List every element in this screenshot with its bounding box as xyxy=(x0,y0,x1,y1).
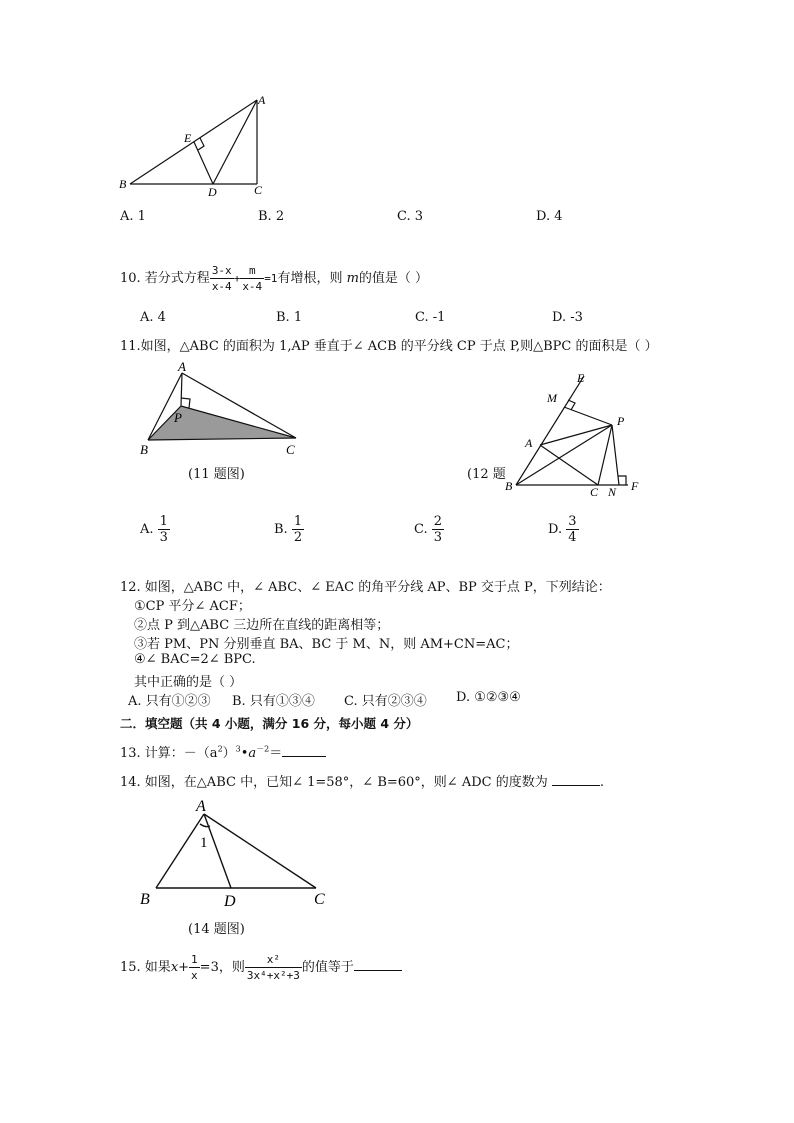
seg-AD xyxy=(204,814,231,888)
q11-c-frac xyxy=(432,514,444,545)
q13-mid: ） xyxy=(222,746,236,761)
section-heading: 二．填空题（共 4 小题，满分 16 分，每小题 4 分） xyxy=(120,716,419,731)
q9-figure xyxy=(112,90,282,200)
q10-eq: =1 xyxy=(264,272,278,285)
shaded-triangle-BPC xyxy=(148,406,296,440)
seg-PC xyxy=(598,425,612,485)
fig14-label-A: A xyxy=(196,798,206,815)
seg-AC xyxy=(204,814,316,888)
q12-statement-2: ②点 P 到△ABC 三边所在直线的距离相等； xyxy=(134,618,390,633)
q10-tail: 的值是（ ） xyxy=(358,271,429,286)
fig14-label-B: B xyxy=(140,891,150,908)
q10-f2-num: m xyxy=(240,263,264,279)
fig11-label-B: B xyxy=(140,442,148,457)
q11-d-frac xyxy=(566,514,578,545)
q9-option-c: C. 3 xyxy=(397,209,424,224)
q9-option-b: B. 2 xyxy=(258,209,285,224)
right-angle-E xyxy=(198,138,204,150)
fig14-label-D: D xyxy=(224,893,236,910)
q15-g-num: x² xyxy=(245,952,302,968)
seg-AD xyxy=(213,100,257,184)
q12-option-c: C. 只有②③④ xyxy=(344,694,427,709)
q14-figure xyxy=(134,792,334,912)
fig9-label-C: C xyxy=(254,183,263,197)
q10-suffix: 有增根，则 xyxy=(277,271,343,286)
q15-stem xyxy=(120,952,402,983)
q15-answer-blank[interactable] xyxy=(354,970,402,971)
q14-period: . xyxy=(599,775,605,790)
fig12-label-E: E xyxy=(577,371,585,385)
q10-plus: + xyxy=(233,272,241,285)
q15-x: x+ xyxy=(170,960,190,975)
q9-option-d: D. 4 xyxy=(536,209,563,224)
q15-frac-1 xyxy=(189,952,200,983)
q11-d-den: 4 xyxy=(568,530,577,545)
q11-d-label: D. xyxy=(548,522,563,537)
q9-option-a: A. 1 xyxy=(120,209,146,224)
q12-option-a: A. 只有①②③ xyxy=(128,694,211,709)
q13-answer-blank[interactable] xyxy=(282,756,326,757)
q12-statement-4: ④∠ BAC=2∠ BPC. xyxy=(134,652,256,667)
fig11-label-A: A xyxy=(178,360,186,374)
q10-f2-den: x-4 xyxy=(242,280,263,293)
q10-m: m xyxy=(346,271,359,286)
seg-ED xyxy=(194,142,213,184)
q12-figure xyxy=(500,370,650,505)
q12-stem: 12. 如图，△ABC 中，∠ ABC、∠ EAC 的角平分线 AP、BP 交于点 P，下列结论： xyxy=(120,580,611,595)
q14-answer-blank[interactable] xyxy=(552,785,600,786)
q11-a-frac xyxy=(158,514,170,545)
q10-f1-num: 3-x xyxy=(211,264,232,277)
q15-frac-2 xyxy=(245,952,302,983)
q13-equals: ＝ xyxy=(269,746,283,761)
q11-c-label: C. xyxy=(414,522,428,537)
q13-prefix: 13. 计算：－（a xyxy=(120,746,218,761)
q11-b-den: 2 xyxy=(293,530,303,545)
q10-option-a: A. 4 xyxy=(140,310,166,325)
q11-a-num: 1 xyxy=(159,514,168,529)
q11-figure-caption: (11 题图) xyxy=(188,467,245,482)
q10-stem xyxy=(120,263,428,294)
seg-PN xyxy=(612,425,619,485)
q11-b-frac xyxy=(292,514,304,545)
q15-g-den: 3x⁴+x²+3 xyxy=(246,969,300,982)
fig9-label-D: D xyxy=(208,185,217,199)
fig9-label-A: A xyxy=(258,93,266,107)
fig14-label-C: C xyxy=(314,891,325,908)
q11-option-d xyxy=(548,514,579,545)
fig11-label-P: P xyxy=(174,410,182,425)
q13-dot: •a xyxy=(240,746,257,761)
q15-tail: 的值等于 xyxy=(301,960,354,975)
q15-prefix: 15. 如果 xyxy=(120,960,171,975)
fig11-label-C: C xyxy=(286,442,295,457)
q11-c-den: 3 xyxy=(433,530,443,545)
seg-AP xyxy=(181,373,182,406)
fig9-label-B: B xyxy=(119,177,127,191)
q14-text: 14. 如图，在△ABC 中，已知∠ 1=58°，∠ B=60°，则∠ ADC 的度数为 xyxy=(120,775,548,790)
q11-option-b xyxy=(274,514,304,545)
fig9-label-E: E xyxy=(184,131,192,145)
fig12-label-P: P xyxy=(617,414,625,428)
q11-option-a xyxy=(140,514,170,545)
q11-a-den: 3 xyxy=(159,530,168,545)
fig12-label-C: C xyxy=(590,485,599,499)
q10-fraction-2 xyxy=(240,263,264,294)
q11-c-num: 2 xyxy=(433,514,443,529)
q11-stem: 11.如图，△ABC 的面积为 1,AP 垂直于∠ ACB 的平分线 CP 于点 P,则△BPC 的面积是（ ） xyxy=(120,339,658,354)
fig12-label-F: F xyxy=(631,479,639,493)
q15-f-num: 1 xyxy=(191,953,198,966)
q12-figure-caption: (12 题 xyxy=(467,467,506,482)
fig14-label-1: 1 xyxy=(200,835,208,851)
q10-option-d: D. -3 xyxy=(552,310,583,325)
q11-b-num: 1 xyxy=(293,514,303,529)
fig12-label-M: M xyxy=(547,391,557,405)
q10-fraction-1 xyxy=(210,263,234,294)
q13-sup2: 3 xyxy=(235,744,241,754)
fig12-label-B: B xyxy=(505,479,513,493)
q11-b-label: B. xyxy=(274,522,288,537)
q12-option-b: B. 只有①③④ xyxy=(232,694,315,709)
q13-stem xyxy=(120,742,326,761)
q12-ask: 其中正确的是（ ） xyxy=(134,675,243,690)
q14-figure-caption: (14 题图) xyxy=(188,922,245,937)
q13-sup1: 2 xyxy=(217,744,223,754)
q12-statement-1: ①CP 平分∠ ACF； xyxy=(134,599,251,614)
q15-eq: =3，则 xyxy=(199,960,245,975)
seg-AB xyxy=(130,100,257,184)
q11-figure xyxy=(136,360,311,460)
q10-option-c: C. -1 xyxy=(415,310,446,325)
q10-prefix: 10. 若分式方程 xyxy=(120,271,210,286)
q13-sup3: －2 xyxy=(256,744,270,754)
q11-d-num: 3 xyxy=(568,514,577,529)
q10-f1-den: x-4 xyxy=(211,280,232,293)
seg-PA xyxy=(540,425,612,445)
fig12-label-A: A xyxy=(525,436,533,450)
q12-statement-3: ③若 PM、PN 分别垂直 BA、BC 于 M、N，则 AM+CN=AC； xyxy=(134,637,519,652)
q15-f-den: x xyxy=(191,969,198,982)
q12-option-d: D. ①②③④ xyxy=(456,690,521,705)
seg-PB xyxy=(516,425,612,485)
seg-AB xyxy=(156,814,204,888)
fig12-label-N: N xyxy=(608,485,617,499)
q10-option-b: B. 1 xyxy=(276,310,303,325)
q14-stem xyxy=(120,771,604,790)
q11-option-c xyxy=(414,514,444,545)
q11-a-label: A. xyxy=(140,522,154,537)
